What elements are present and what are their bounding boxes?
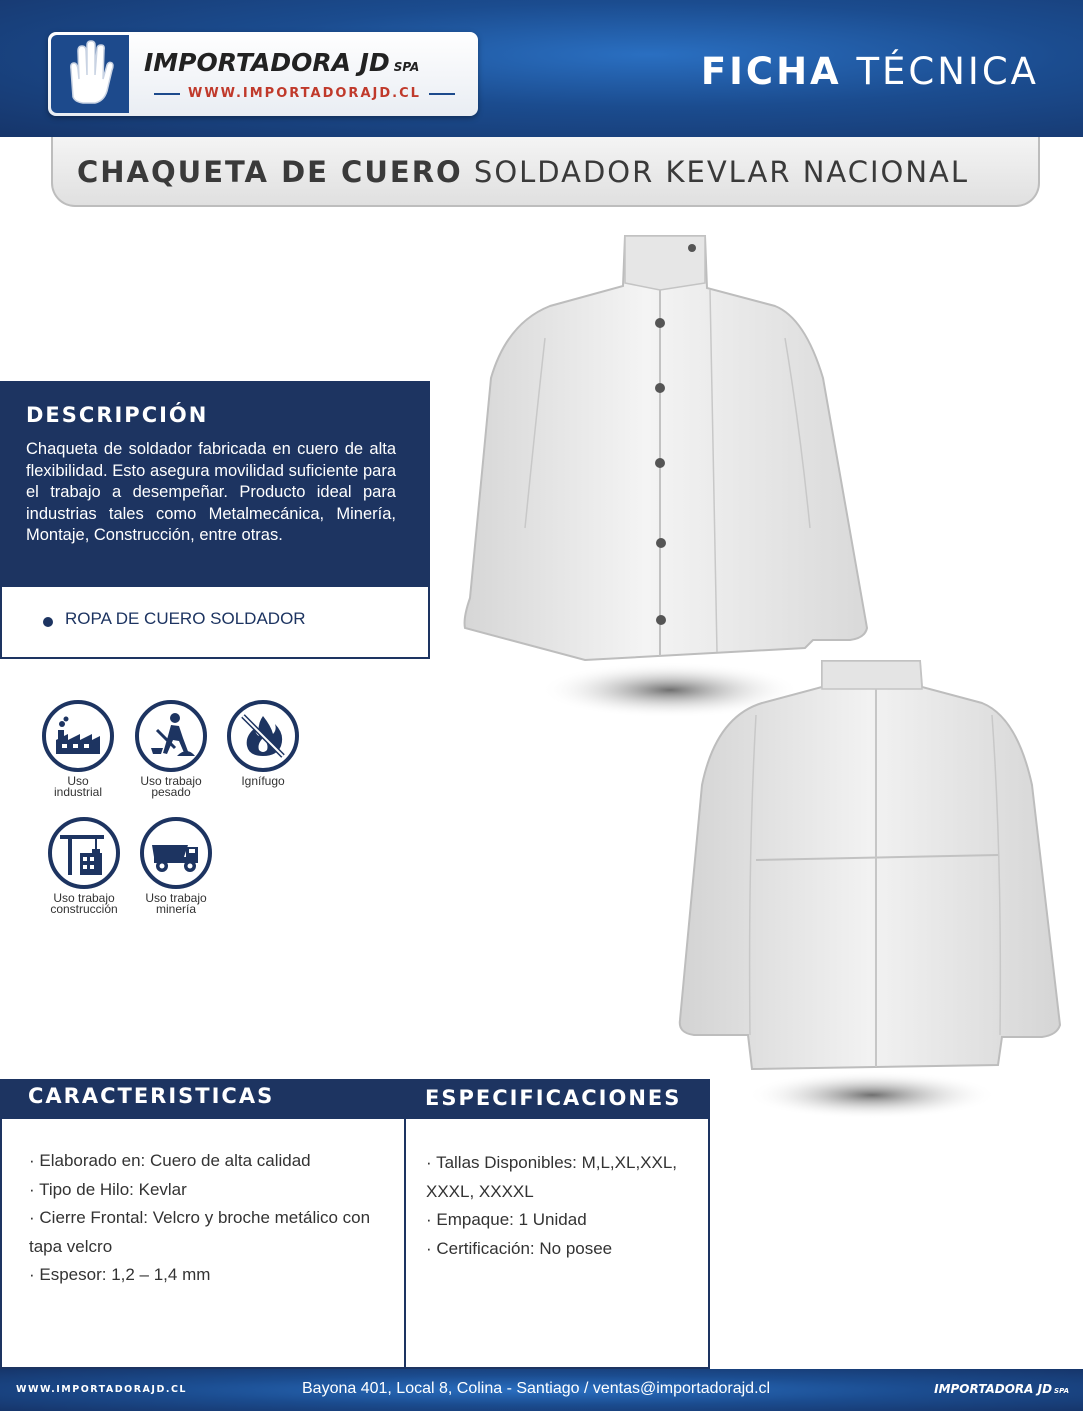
description-panel (0, 381, 430, 587)
ficha-light: TÉCNICA (856, 50, 1039, 93)
usage-label: Uso trabajo construcción (50, 891, 118, 916)
category-panel (0, 587, 430, 659)
footer-brand-suffix: SPA (1054, 1387, 1069, 1395)
bullet-dot-icon (43, 617, 53, 627)
category-label[interactable]: ROPA DE CUERO SOLDADOR (65, 609, 306, 628)
page-footer (0, 1369, 1083, 1411)
ficha-bold: FICHA (700, 50, 842, 93)
list-item: · Cierre Frontal: Velcro y broche metálico con tapa velcro (29, 1208, 371, 1256)
product-title (77, 155, 969, 189)
construction-crane-icon (52, 821, 116, 885)
brand-name-text: IMPORTADORA JD (144, 48, 390, 77)
especificaciones-panel (404, 1119, 710, 1369)
list-item: · Espesor: 1,2 – 1,4 mm (29, 1265, 211, 1284)
brand-name (144, 48, 419, 77)
brand-suffix: SPA (393, 60, 420, 74)
glove-icon (51, 35, 129, 113)
especificaciones-list (426, 1149, 700, 1263)
mining-truck-icon (144, 821, 208, 885)
usage-label: Ignífugo (241, 774, 285, 788)
usage-icon-industrial (28, 700, 128, 798)
description-text: Chaqueta de soldador fabricada en cuero de alta flexibilidad. Esto asegura movilidad suficiente para el trabajo a desempeñar. Producto ideal para industrias tales como Metalmecánica, Minería, Montaje, Construcción, entre otras. (26, 440, 396, 544)
product-title-bar (51, 137, 1040, 207)
page-header (0, 0, 1083, 137)
list-item: · Elaborado en: Cuero de alta calidad (29, 1151, 311, 1170)
caracteristicas-heading (0, 1079, 404, 1119)
list-item: · Certificación: No posee (426, 1238, 613, 1258)
list-item: · Empaque: 1 Unidad (426, 1210, 587, 1229)
company-logo[interactable] (48, 32, 478, 116)
caracteristicas-panel (0, 1119, 406, 1369)
worker-shovel-icon (139, 704, 203, 768)
no-fire-icon (231, 704, 295, 768)
usage-label: Uso trabajo pesado (140, 774, 202, 799)
usage-icon-heavy-work (121, 700, 221, 798)
description-heading: DESCRIPCIÓN (26, 403, 209, 427)
caracteristicas-list (29, 1147, 386, 1290)
usage-icon-construction (34, 817, 134, 915)
factory-icon (46, 704, 110, 768)
especificaciones-heading (404, 1079, 710, 1119)
brand-url[interactable]: WWW.IMPORTADORAJD.CL (146, 86, 458, 101)
especificaciones-heading-text: ESPECIFICACIONES (425, 1086, 682, 1110)
footer-url[interactable]: WWW.IMPORTADORAJD.CL (16, 1384, 187, 1395)
caracteristicas-heading-text: CARACTERISTICAS (28, 1084, 275, 1108)
footer-brand-name: IMPORTADORA JD (934, 1382, 1053, 1396)
list-item: · Tipo de Hilo: Kevlar (29, 1179, 187, 1199)
list-item: · Tallas Disponibles: M,L,XL,XXL, XXXL, XXXXL (426, 1153, 678, 1201)
footer-brand (934, 1382, 1069, 1396)
product-title-bold: CHAQUETA DE CUERO (77, 155, 463, 189)
usage-label: Uso trabajo minería (145, 891, 207, 916)
document-type-title (701, 50, 1039, 93)
jacket-front-image (455, 228, 875, 728)
usage-label: Uso industrial (53, 774, 103, 799)
footer-address[interactable]: Bayona 401, Local 8, Colina - Santiago / ventas@importadorajd.cl (302, 1380, 771, 1397)
usage-icon-mining (126, 817, 226, 915)
usage-icon-fireproof (213, 700, 313, 787)
product-title-light: SOLDADOR KEVLAR NACIONAL (473, 155, 970, 189)
jacket-back-image (672, 655, 1072, 1125)
